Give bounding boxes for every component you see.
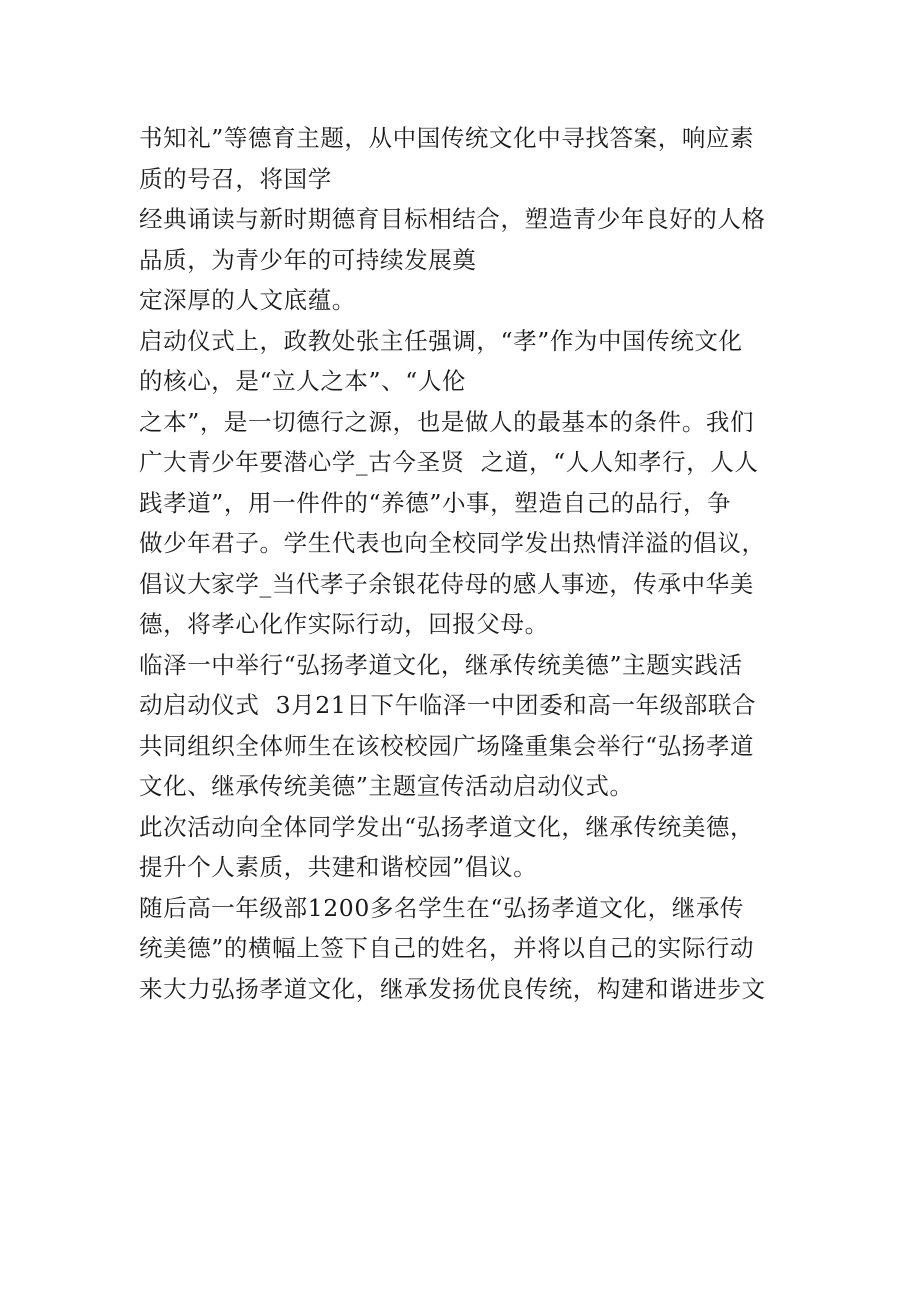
- text-line: 倡议大家学_当代孝子余银花侍母的感人事迹，传承中华美: [139, 569, 754, 598]
- text-line: 广大青少年要潜心学_古今圣贤 之道，“人人知孝行，人人: [139, 448, 759, 476]
- text-line: 随后高一年级部1200多名学生在“弘扬孝道文化，继承传: [139, 893, 745, 922]
- text-line: 书知礼”等德育主题，从中国传统文化中寻找答案，响应素: [139, 124, 755, 152]
- text-line: 的核心，是“立人之本”、“人伦: [139, 367, 467, 395]
- text-line: 文化、继承传统美德”主题宣传活动启动仪式。: [139, 772, 634, 800]
- text-line: 统美德”的横幅上签下自己的姓名，并将以自己的实际行动: [139, 934, 755, 962]
- text-line: 践孝道”，用一件件的“养德”小事，塑造自己的品行，争: [139, 488, 732, 517]
- text-line: 做少年君子。学生代表也向全校同学发出热情洋溢的倡议，: [139, 529, 766, 557]
- text-line: 提升个人素质，共建和谐校园”倡议。: [139, 853, 538, 881]
- text-line: 动启动仪式 3月21日下午临泽一中团委和高一年级部联合: [139, 691, 757, 719]
- text-line: 来大力弘扬孝道文化，继承发扬优良传统，构建和谐进步文: [139, 974, 766, 1003]
- text-line: 此次活动向全体同学发出“弘扬孝道文化，继承传统美德，: [139, 812, 755, 841]
- text-line: 品质，为青少年的可持续发展奠: [139, 245, 477, 274]
- text-line: 德，将孝心化作实际行动，回报父母。: [139, 610, 549, 638]
- text-line: 经典诵读与新时期德育目标相结合，塑造青少年良好的人格: [139, 205, 766, 233]
- body-text: [139, 118, 799, 1009]
- text-line: 定深厚的人文底蕴。: [139, 286, 356, 314]
- text-line: 共同组织全体师生在该校校园广场隆重集会举行“弘扬孝道: [139, 731, 755, 760]
- text-line: 质的号召，将国学: [139, 164, 332, 193]
- text-line: 启动仪式上，政教处张主任强调，“孝”作为中国传统文化: [139, 326, 743, 355]
- text-line: 之本”，是一切德行之源，也是做人的最基本的条件。我们: [139, 407, 755, 436]
- text-line: 临泽一中举行“弘扬孝道文化，继承传统美德”主题实践活: [139, 650, 743, 679]
